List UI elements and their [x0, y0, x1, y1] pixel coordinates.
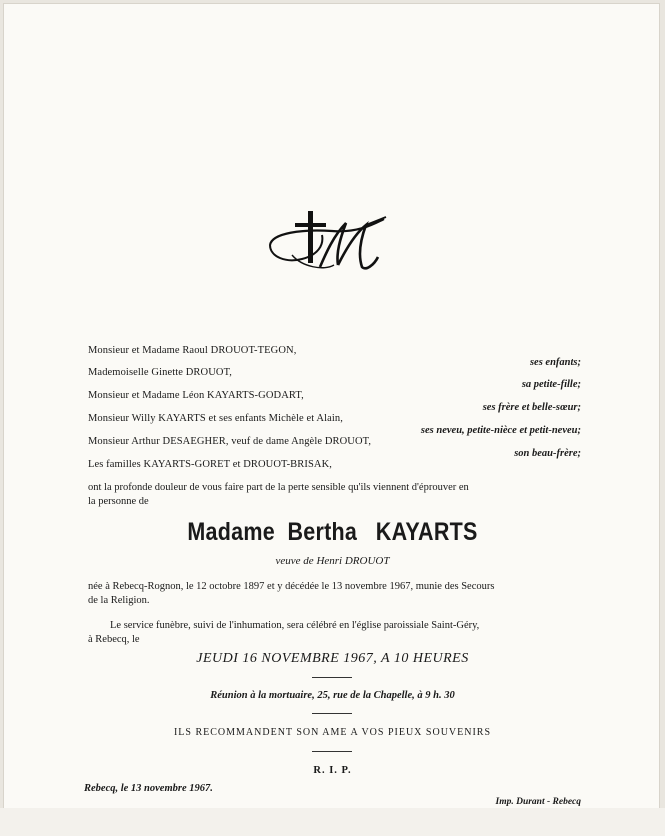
service-line-1: Le service funèbre, suivi de l'inhumation, sera célébré en l'église paroissiale Saint-Géry, [110, 620, 480, 631]
family-line-2: Mademoiselle Ginette DROUOT, [88, 367, 233, 378]
deceased-name [47, 518, 619, 547]
deceased-title: Madame [187, 518, 275, 546]
family-relation-5: son beau-frère; [514, 448, 581, 459]
announcement-line-1: ont la profonde douleur de vous faire part de la perte sensible qu'ils viennent d'éprouver en [88, 482, 469, 493]
divider-2 [312, 713, 352, 714]
deceased-last-name: KAYARTS [375, 518, 478, 546]
birth-death-line-2: de la Religion. [88, 595, 150, 606]
widow-of: veuve de Henri DROUOT [275, 555, 390, 567]
service-line-2: à Rebecq, le [88, 634, 140, 645]
announcement-text [88, 481, 583, 509]
family-relation-1: ses enfants; [529, 357, 581, 368]
printer-credit: Imp. Durant - Rebecq [495, 797, 581, 807]
family-relation-2: sa petite-fille; [521, 379, 581, 390]
place-date: Rebecq, le 13 novembre 1967. [84, 783, 213, 794]
family-line-3: Monsieur et Madame Léon KAYARTS-GODART, [88, 390, 304, 401]
service-date: JEUDI 16 NOVEMBRE 1967, A 10 HEURES [196, 651, 469, 666]
service-text [88, 619, 583, 647]
family-line-4: Monsieur Willy KAYARTS et ses enfants Michèle et Alain, [88, 413, 343, 424]
recommendation: ILS RECOMMANDENT SON AME A VOS PIEUX SOUVENIRS [173, 727, 492, 738]
divider-1 [312, 677, 352, 678]
reunion-info: Réunion à la mortuaire, 25, rue de la Chapelle, à 9 h. 30 [210, 690, 455, 701]
family-relation-4: ses neveu, petite-nièce et petit-neveu; [420, 425, 581, 436]
family-line-6: Les familles KAYARTS-GORET et DROUOT-BRISAK, [88, 459, 333, 470]
cross-monogram-icon [262, 205, 402, 285]
page-bottom-margin [0, 808, 665, 836]
family-relation-3: ses frère et belle-sœur; [482, 402, 581, 413]
family-line-5: Monsieur Arthur DESAEGHER, veuf de dame Angèle DROUOT, [88, 436, 372, 447]
announcement-line-2: la personne de [88, 496, 149, 507]
deceased-first-name: Bertha [287, 518, 358, 546]
rip-text: R. I. P. [313, 765, 352, 776]
family-line-1: Monsieur et Madame Raoul DROUOT-TEGON, [88, 345, 297, 356]
divider-3 [312, 751, 352, 752]
birth-death-line-1: née à Rebecq-Rognon, le 12 octobre 1897 et y décédée le 13 novembre 1967, munie des Secours [88, 581, 495, 592]
birth-death-text [88, 580, 583, 608]
